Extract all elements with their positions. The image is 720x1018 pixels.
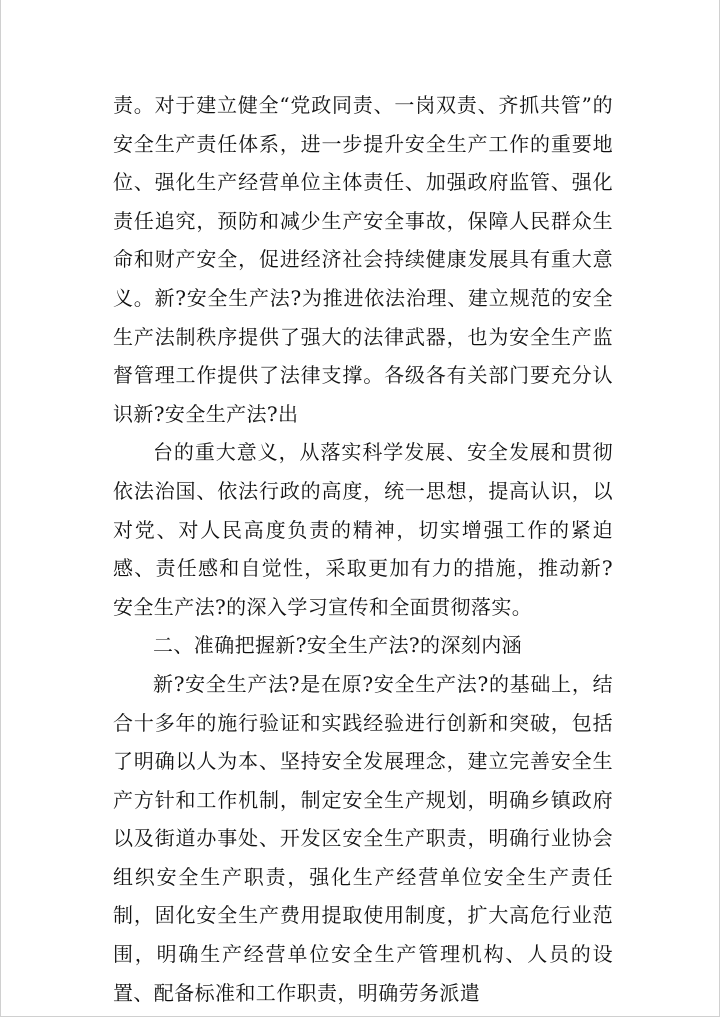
section-heading-2: 二、准确把握新?安全生产法?的深刻内涵 xyxy=(153,633,523,658)
paragraph-significance: 台的重大意义，从落实科学发展、安全发展和贯彻依法治国、依法行政的高度，统一思想，提高认识，以对党、对人民高度负责的精神，切实增强工作的紧迫感、责任感和自觉性，采取更加有力的措施，推动新?安全生产法?的深入学习宣传和全面贯彻落实。 xyxy=(113,440,613,619)
paragraph-continuation: 责。对于建立健全“党政同责、一岗双责、齐抓共管”的安全生产责任体系，进一步提升安全生产工作的重要地位、强化生产经营单位主体责任、加强政府监管、强化责任追究，预防和减少生产安全事故，保障人民群众生命和财产安全，促进经济社会持续健康发展具有重大意义。新?安全生产法?为推进依法治理、建立规范的安全生产法制秩序提供了强大的法律武器，也为安全生产监督管理工作提供了法律支撑。各级各有关部门要充分认识新?安全生产法?出 xyxy=(113,93,613,426)
paragraph-connotation: 新?安全生产法?是在原?安全生产法?的基础上，结合十多年的施行验证和实践经验进行创新和突破，包括了明确以人为本、坚持安全发展理念，建立完善安全生产方针和工作机制，制定安全生产规划，明确乡镇政府以及街道办事处、开发区安全生产职责，明确行业协会组织安全生产职责，强化生产经营单位安全生产责任制，固化安全生产费用提取使用制度，扩大高危行业范围，明确生产经营单位安全生产管理机构、人员的设置、配备标准和工作职责，明确劳务派遣 xyxy=(113,671,613,1005)
document-body xyxy=(113,86,613,1012)
